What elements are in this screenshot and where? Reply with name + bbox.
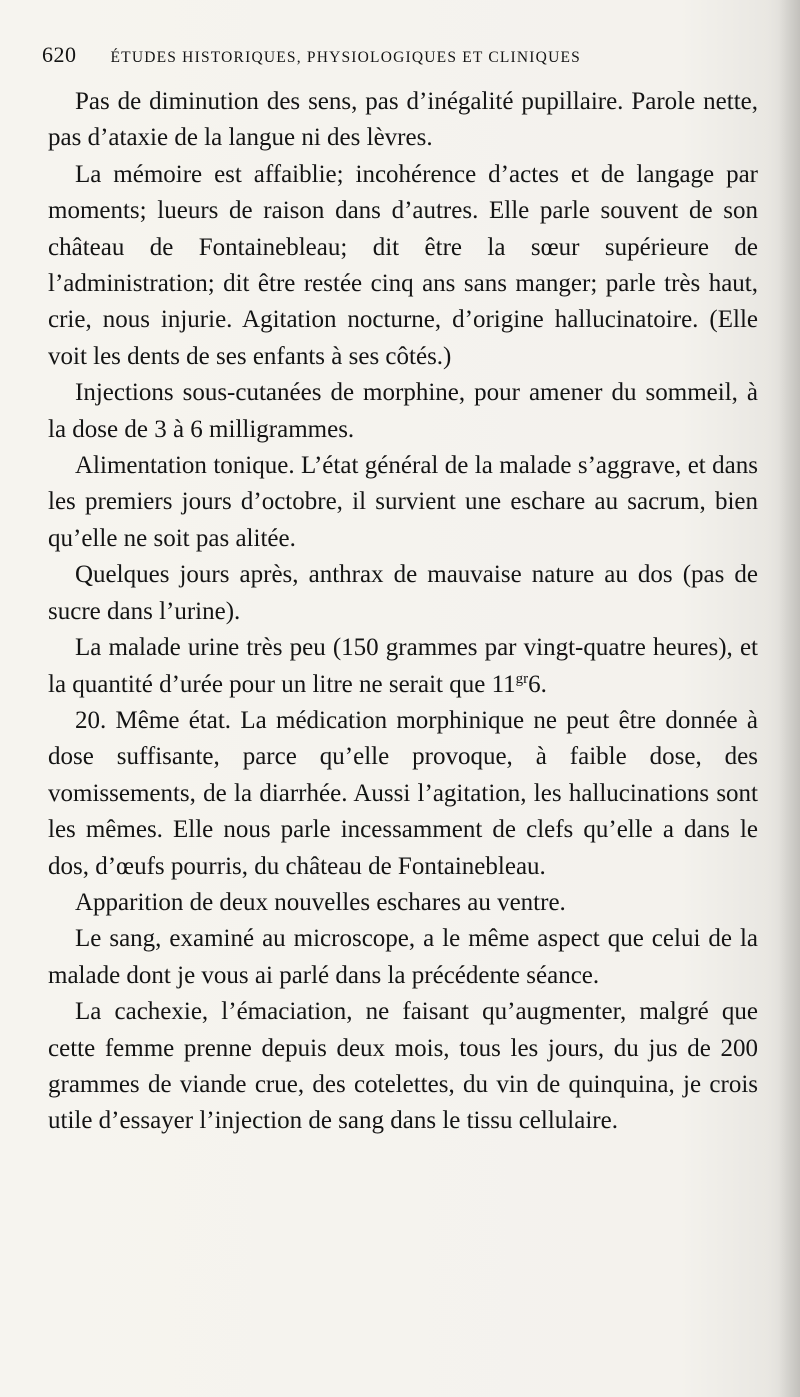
paragraph-alimentation: Alimentation tonique. L’état général de la malade s’aggrave, et dans les premiers jours d’octobre, il survient une eschare au sacrum, bien qu’elle ne soit pas alitée. — [48, 452, 758, 552]
page-number: 620 — [42, 42, 77, 67]
running-title: ÉTUDES HISTORIQUES, PHYSIOLOGIQUES ET CLINIQUES — [110, 49, 581, 66]
paragraph-injections: Injections sous-cutanées de morphine, pour amener du sommeil, à la dose de 3 à 6 milligrammes. — [48, 379, 758, 443]
urine-text: La malade urine très peu (150 grammes par vingt-quatre heures), et la quantité d’urée pour un litre ne serait que 11 — [48, 634, 758, 698]
urine-text-end: 6. — [528, 670, 547, 698]
paragraph-blood: Le sang, examiné au microscope, a le même aspect que celui de la malade dont je vous ai parlé dans la précédente séance. — [48, 925, 758, 989]
body-text — [48, 84, 758, 1140]
paragraph-memory: La mémoire est affaiblie; incohérence d’actes et de langage par moments; lueurs de raison dans d’autres. Elle parle souvent de son château de Fontainebleau; dit être la sœur supérieure de l’administration; dit être restée cinq ans sans manger; parle très haut, crie, nous injurie. Agitation nocturne, d’origine hallucinatoire. (Elle voit les dents de ses enfants à ses côtés.) — [48, 160, 758, 370]
paragraph-anthrax: Quelques jours après, anthrax de mauvaise nature au dos (pas de sucre dans l’urine). — [48, 561, 758, 625]
paragraph-urine — [48, 630, 758, 703]
page-header — [42, 42, 762, 74]
grams-superscript: gr — [515, 670, 529, 687]
paragraph-senses: Pas de diminution des sens, pas d’inégalité pupillaire. Parole nette, pas d’ataxie de la langue ni des lèvres. — [48, 88, 758, 152]
paragraph-cachexia: La cachexie, l’émaciation, ne faisant qu’augmenter, malgré que cette femme prenne depuis deux mois, tous les jours, du jus de 200 grammes de viande crue, des cotelettes, du vin de quinquina, je crois utile d’essayer l’injection de sang dans le tissu cellulaire. — [48, 998, 758, 1135]
paragraph-day-20: 20. Même état. La médication morphinique ne peut être donnée à dose suffisante, parce qu’elle provoque, à faible dose, des vomissements, de la diarrhée. Aussi l’agitation, les hallucinations sont les mêmes. Elle nous parle incessamment de clefs qu’elle a dans le dos, d’œufs pourris, du château de Fontainebleau. — [48, 706, 758, 880]
paragraph-eschares: Apparition de deux nouvelles eschares au ventre. — [75, 888, 566, 916]
